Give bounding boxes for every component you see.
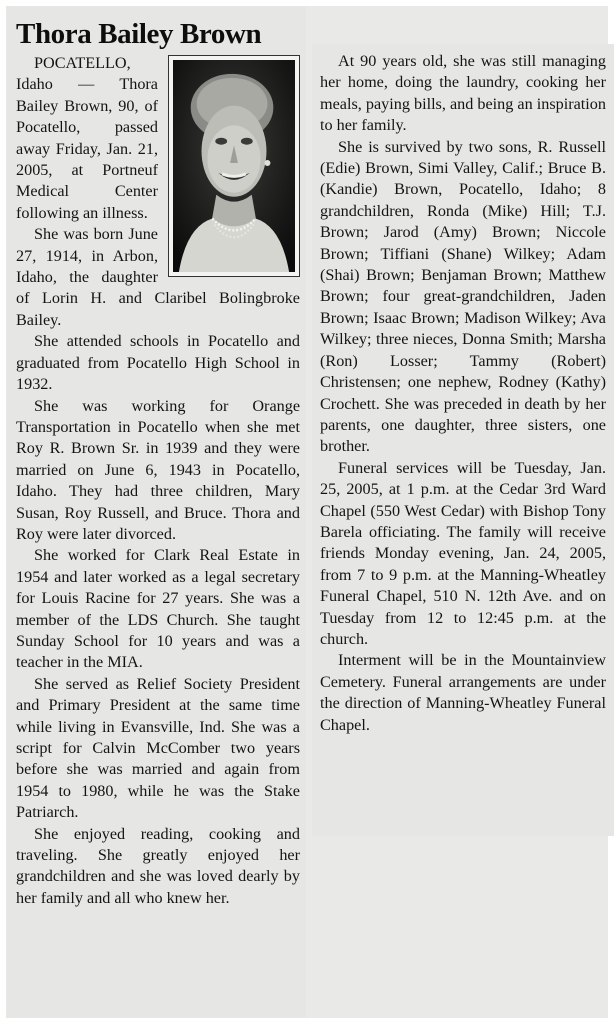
paragraph-service: She served as Relief Society President and Primary President at the same time while living in Evansville, Ind. She was a script for Calvin McComber two years before she was married and again from 1954 to 1980, while he was the Stake Patriarch. <box>16 674 300 822</box>
paragraph-marriage: She was working for Orange Transportation in Pocatello when she met Roy R. Brown Sr. in 1939 and they were married on June 6, 1943 in Pocatello, Idaho. They had three children, Mary Susan, Roy Russell, and Bruce. Thora and Roy were later divorced. <box>16 396 300 543</box>
paragraph-hobbies: She enjoyed reading, cooking and traveling. She greatly enjoyed her grandchildren and she was loved dearly by her family and all who knew her. <box>16 824 300 907</box>
column-two <box>320 51 606 736</box>
paragraph-survivors: She is survived by two sons, R. Russell (Edie) Brown, Simi Valley, Calif.; Bruce B. (Kandie) Brown, Pocatello, Idaho; 8 grandchildren, Ronda (Mike) Hill; T.J. Brown; Jarod (Amy) Brown; Niccole Brown; Tiffiani (Shane) Wilkey; Adam (Shai) Brown; Benjaman Brown; Matthew Brown; four great-grandchildren, Jaden Brown; Isaac Brown; Madison Wilkey; Ava Wilkey; three nieces, Donna Smith; Marsha (Ron) Losser; Tammy (Robert) Christensen; one nephew, Rodney (Kathy) Crochett. She was preceded in death by her parents, one daughter, three sisters, one brother. <box>320 137 606 456</box>
paragraph-funeral-services: Funeral services will be Tuesday, Jan. 25, 2005, at 1 p.m. at the Cedar 3rd Ward Chapel (550 West Cedar) with Bishop Tony Barela officiating. The family will receive friends Monday evening, Jan. 24, 2005, from 7 to 9 p.m. at the Manning-Wheatley Funeral Chapel, 510 N. 12th Ave. and on Tuesday from 12 to 12:45 p.m. at the church. <box>320 458 606 648</box>
portrait-photo <box>168 55 300 277</box>
portrait-image <box>173 60 295 272</box>
column-one <box>16 53 300 909</box>
paragraph-interment: Interment will be in the Mountainview Cemetery. Funeral arrangements are under the direction of Manning-Wheatley Funeral Chapel. <box>320 651 606 734</box>
paragraph-later-life: At 90 years old, she was still managing her home, doing the laundry, cooking her meals, paying bills, and being an inspiration to her family. <box>320 52 606 135</box>
paragraph-intro: POCATELLO, Idaho — Thora Bailey Brown, 90, of Pocatello, passed away Friday, Jan. 21, 2005, at Portneuf Medical Center following an illness. <box>16 54 158 222</box>
obituary-headline: Thora Bailey Brown <box>16 18 262 50</box>
paragraph-career: She worked for Clark Real Estate in 1954 and later worked as a legal secretary for Louis Racine for 27 years. She was a member of the LDS Church. She taught Sunday School for 10 years and was a teacher in the MIA. <box>16 546 300 672</box>
paragraph-schooling: She attended schools in Pocatello and graduated from Pocatello High School in 1932. <box>16 332 300 394</box>
paragraph-birth: She was born June 27, 1914, in Arbon, Idaho, the daughter of Lorin H. and Claribel Bolingbroke Bailey. <box>16 225 300 329</box>
